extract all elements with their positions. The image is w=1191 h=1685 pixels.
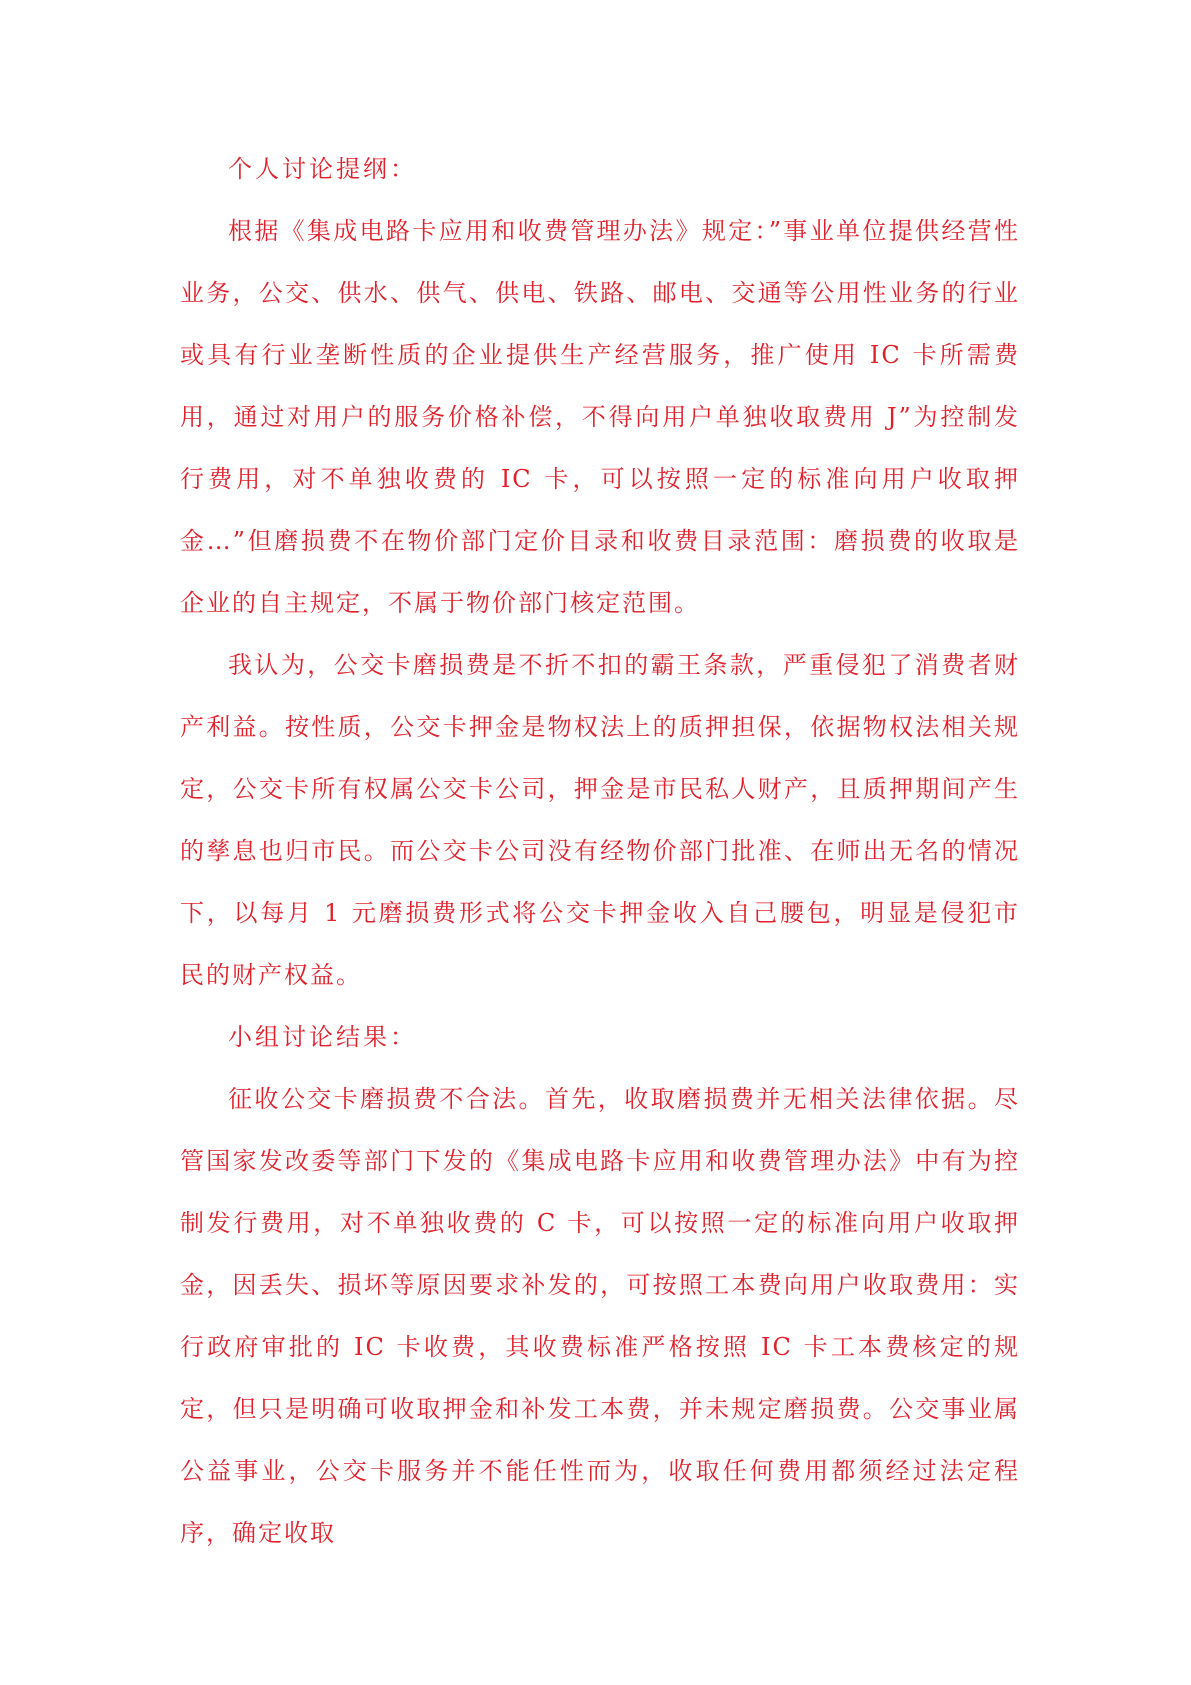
heading-group-result: 小组讨论结果： <box>228 1023 417 1051</box>
paragraph-opinion: 我认为，公交卡磨损费是不折不扣的霸王条款，严重侵犯了消费者财产利益。按性质，公交卡押金是物权法上的质押担保，依据物权法相关规定，公交卡所有权属公交卡公司，押金是市民私人财产，且质押期间产生的孳息也归市民。而公交卡公司没有经物价部门批准、在师出无名的情况下，以每月 1 元磨损费形式将公交卡押金收入自己腰包，明显是侵犯市民的财产权益。 <box>180 651 1020 989</box>
document-body <box>180 138 1020 1564</box>
heading-personal-outline: 个人讨论提纲： <box>228 155 417 183</box>
paragraph-group-conclusion: 征收公交卡磨损费不合法。首先，收取磨损费并无相关法律依据。尽管国家发改委等部门下发的《集成电路卡应用和收费管理办法》中有为控制发行费用，对不单独收费的 C 卡，可以按照一定的标准向用户收取押金，因丢失、损坏等原因要求补发的，可按照工本费向用户收取费用：实行政府审批的 IC 卡收费，其收费标准严格按照 IC 卡工本费核定的规定，但只是明确可收取押金和补发工本费，并未规定磨损费。公交事业属公益事业，公交卡服务并不能任性而为，收取任何费用都须经过法定程序，确定收取 <box>180 1085 1020 1547</box>
paragraph-regulation: 根据《集成电路卡应用和收费管理办法》规定：”事业单位提供经营性业务，公交、供水、供气、供电、铁路、邮电、交通等公用性业务的行业或具有行业垄断性质的企业提供生产经营服务，推广使用 IC 卡所需费用，通过对用户的服务价格补偿，不得向用户单独收取费用 J”为控制发行费用，对不单独收费的 IC 卡，可以按照一定的标准向用户收取押金…”但磨损费不在物价部门定价目录和收费目录范围：磨损费的收取是企业的自主规定，不属于物价部门核定范围。 <box>180 217 1020 617</box>
